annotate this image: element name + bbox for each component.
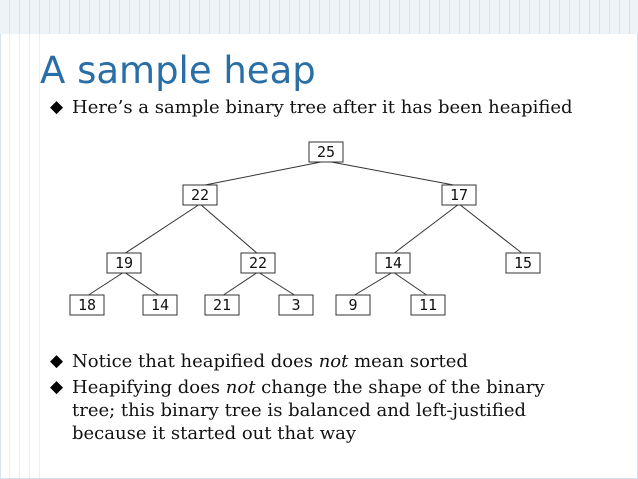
note-2-emphasis: not xyxy=(225,377,256,398)
tree-node-label: 22 xyxy=(248,254,268,272)
tree-node xyxy=(442,185,476,205)
tree-edge xyxy=(222,272,258,296)
note-bullet-2 xyxy=(50,376,570,445)
tree-node-label: 15 xyxy=(513,254,533,272)
bullet-icon: ◆ xyxy=(50,351,64,371)
note-1-post: mean sorted xyxy=(348,351,468,372)
tree-edge xyxy=(459,204,523,254)
tree-node-label: 18 xyxy=(77,296,97,314)
tree-node-label: 19 xyxy=(114,254,134,272)
bullet-icon: ◆ xyxy=(50,97,64,117)
tree-node xyxy=(183,185,217,205)
tree-node xyxy=(336,295,370,315)
tree-node-label: 25 xyxy=(316,143,336,161)
tree-edges xyxy=(87,161,523,296)
tree-edge xyxy=(124,272,160,296)
note-2-pre: Heapifying does xyxy=(72,377,226,398)
tree-node xyxy=(309,142,343,162)
tree-node xyxy=(205,295,239,315)
tree-node xyxy=(411,295,445,315)
note-1-pre: Notice that heapified does xyxy=(72,351,319,372)
notes-list xyxy=(50,350,570,448)
tree-node-label: 17 xyxy=(449,186,469,204)
tree-node-label: 11 xyxy=(418,296,438,314)
tree-node xyxy=(107,253,141,273)
tree-node-label: 9 xyxy=(348,296,358,314)
tree-node-label: 14 xyxy=(383,254,403,272)
note-bullet-1 xyxy=(50,350,570,373)
tree-node xyxy=(506,253,540,273)
tree-edge xyxy=(87,272,124,296)
tree-node xyxy=(70,295,104,315)
note-1-emphasis: not xyxy=(318,351,349,372)
tree-edge xyxy=(200,161,326,186)
tree-node xyxy=(279,295,313,315)
tree-node xyxy=(143,295,177,315)
tree-node-label: 14 xyxy=(150,296,170,314)
bullet-icon: ◆ xyxy=(50,377,64,397)
tree-edge xyxy=(124,204,200,254)
tree-edge xyxy=(393,272,428,296)
slide-title: A sample heap xyxy=(40,49,316,92)
tree-edge xyxy=(353,272,393,296)
tree-nodes xyxy=(70,142,540,315)
tree-edge xyxy=(393,204,459,254)
tree-node-label: 21 xyxy=(212,296,232,314)
tree-node-label: 3 xyxy=(291,296,301,314)
tree-node xyxy=(376,253,410,273)
tree-edge xyxy=(326,161,459,186)
tree-node-label: 22 xyxy=(190,186,210,204)
intro-text: Here’s a sample binary tree after it has been heapified xyxy=(72,97,573,118)
tree-node xyxy=(241,253,275,273)
tree-edge xyxy=(258,272,296,296)
note-2-post: change the shape of the binary tree; this binary tree is balanced and left-justified because it started out that way xyxy=(72,377,545,444)
tree-edge xyxy=(200,204,258,254)
